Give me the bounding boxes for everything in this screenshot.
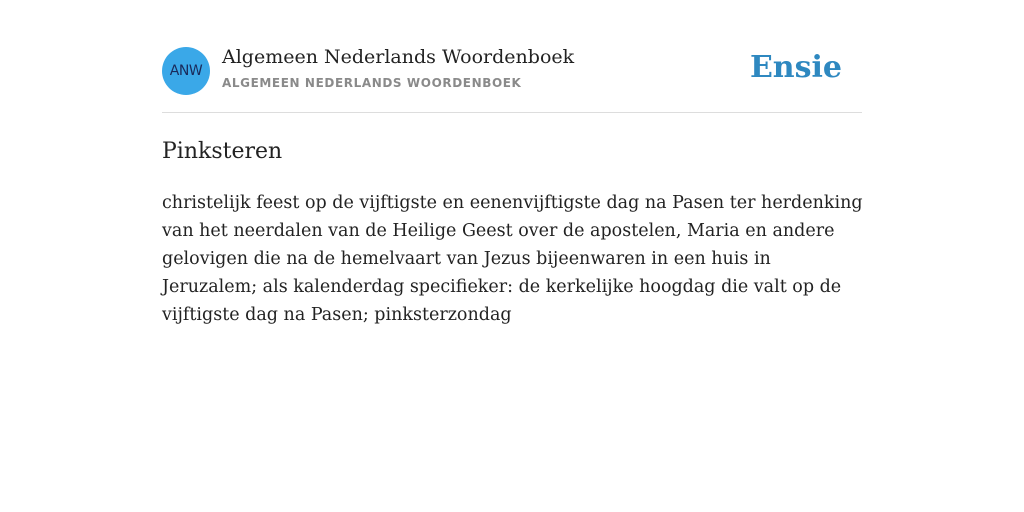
source-name[interactable]: Algemeen Nederlands Woordenboek xyxy=(222,46,575,68)
brand-logo[interactable]: Ensie xyxy=(749,50,842,85)
entry-card xyxy=(162,0,862,329)
source-subtitle: ALGEMEEN NEDERLANDS WOORDENBOEK xyxy=(222,76,522,90)
source-logo-text: ANW xyxy=(169,63,203,79)
entry-header xyxy=(162,0,862,113)
source-logo[interactable] xyxy=(162,47,210,95)
entry-term: Pinksteren xyxy=(162,139,283,164)
entry-definition: christelijk feest op de vijftigste en eenenvijftigste dag na Pasen ter herdenking van het neerdalen van de Heilige Geest over de apostelen, Maria en andere gelovigen die na de hemelvaart van Jezus bijeenwaren in een huis in Jeruzalem; als kalenderdag specifieker: de kerkelijke hoogdag die valt op de vijftigste dag na Pasen; pinksterzondag xyxy=(162,193,863,325)
